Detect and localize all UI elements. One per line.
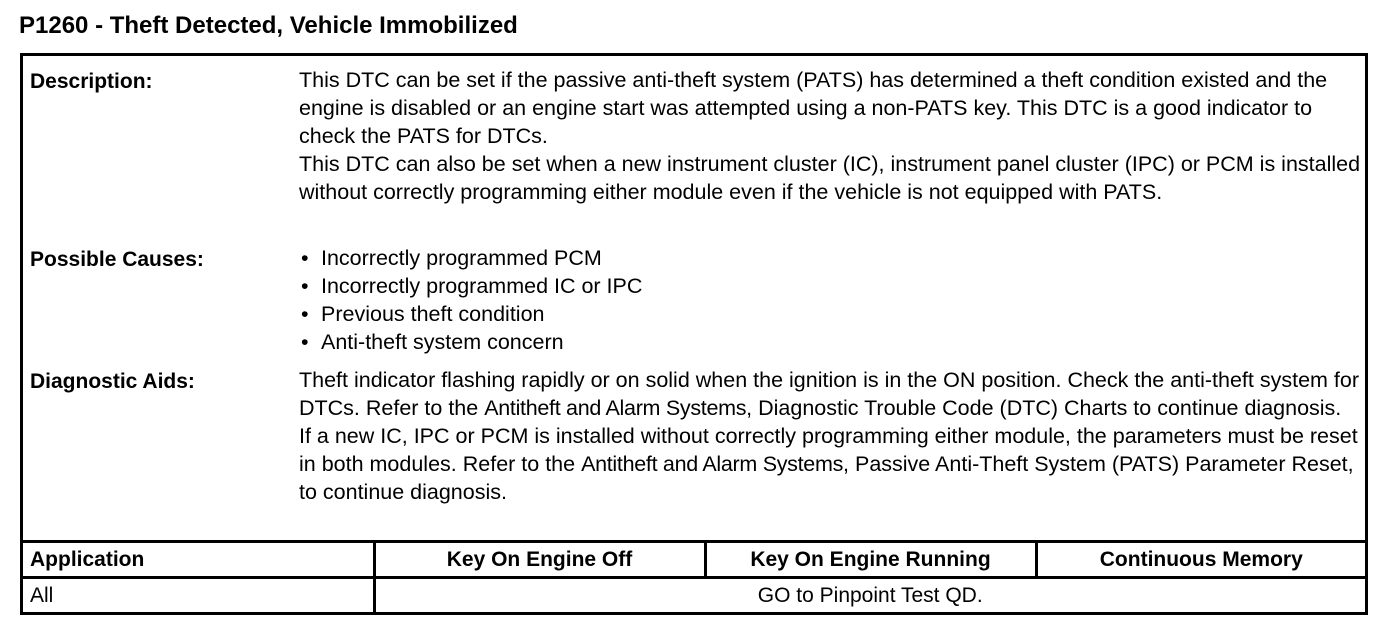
diagnostic-aids-text-part: , Diagnostic Trouble Code (DTC) Charts to continue diagnosis. (746, 396, 1342, 420)
description-text (299, 66, 1361, 206)
possible-causes-label: Possible Causes: (30, 248, 204, 271)
possible-causes-list (299, 244, 1361, 356)
antitheft-reference-link[interactable]: Antitheft and Alarm Systems (581, 452, 844, 476)
column-header: Key On Engine Running (705, 542, 1036, 578)
diagnostic-aids-paragraph (299, 366, 1361, 422)
diagnostic-aids-text-part: If a new IC, IPC or PCM is installed without correctly programming either module, the parameters must be reset in both modules. Refer to the (299, 424, 1358, 476)
column-header: Key On Engine Off (374, 542, 705, 578)
page-title: P1260 - Theft Detected, Vehicle Immobilized (19, 12, 518, 39)
list-item: • Incorrectly programmed PCM (299, 244, 1361, 272)
description-label: Description: (30, 70, 153, 93)
dtc-info-table (20, 53, 1368, 615)
description-paragraph: This DTC can also be set when a new instrument cluster (IC), instrument panel cluster (IPC) or PCM is installed without correctly programming either module even if the vehicle is not equipped with PATS. (299, 152, 1361, 204)
diagnostic-aids-text-part: Theft indicator flashing rapidly or on solid when the ignition is in the ON position. Check the anti-theft system for DTCs. Refer to the (299, 368, 1360, 420)
diagnostic-aids-text-part: , Passive Anti-Theft System (PATS) Parameter Reset, to continue diagnosis. (299, 452, 1354, 504)
diagnostic-aids-label: Diagnostic Aids: (30, 370, 195, 393)
application-table (23, 540, 1365, 612)
table-header-row (23, 542, 1365, 578)
column-header: Application (23, 542, 374, 578)
list-item: • Incorrectly programmed IC or IPC (299, 272, 1361, 300)
diagnostic-aids-text (299, 366, 1361, 506)
column-header: Continuous Memory (1036, 542, 1365, 578)
list-item: • Anti-theft system concern (299, 328, 1361, 356)
list-item: • Previous theft condition (299, 300, 1361, 328)
pinpoint-test-link[interactable]: GO to Pinpoint Test QD. (374, 578, 1365, 613)
info-section (23, 56, 1365, 540)
diagnostic-aids-paragraph (299, 422, 1361, 506)
table-row (23, 578, 1365, 613)
application-cell: All (23, 578, 374, 613)
description-paragraph: This DTC can be set if the passive anti-theft system (PATS) has determined a theft condition existed and the engine is disabled or an engine start was attempted using a non-PATS key. This DTC is a good indicator to check the PATS for DTCs. (299, 68, 1328, 148)
antitheft-reference-link[interactable]: Antitheft and Alarm Systems (484, 396, 747, 420)
